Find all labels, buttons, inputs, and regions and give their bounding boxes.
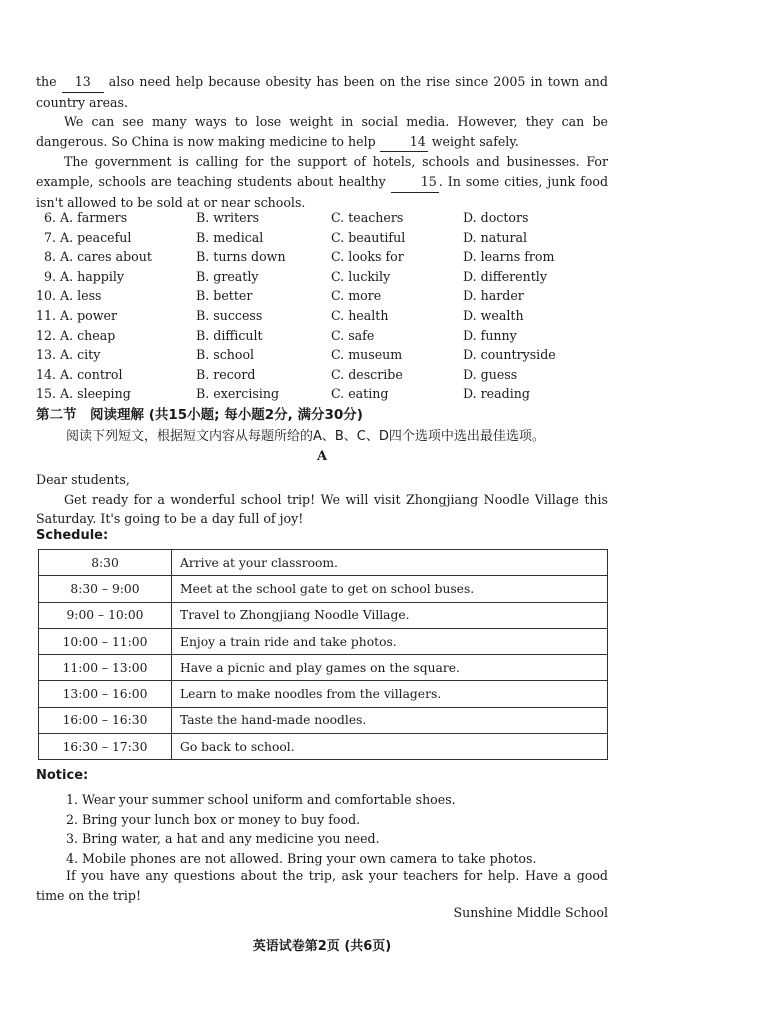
table-row [39, 628, 608, 654]
option-row: 12. A. cheap B. difficult C. safe D. funny [36, 327, 517, 343]
blank-14: 14 [380, 132, 428, 153]
schedule-activity: Taste the hand-made noodles. [172, 707, 608, 733]
schedule-table [38, 549, 608, 760]
schedule-time: 16:00 – 16:30 [39, 707, 172, 733]
passage-paragraph-1: the 13 also need help because obesity has been on the rise since 2005 in town and country areas. [36, 74, 608, 110]
option-row: 8. A. cares about B. turns down C. looks for D. learns from [43, 249, 555, 265]
schedule-time: 10:00 – 11:00 [39, 628, 172, 654]
blank-13: 13 [62, 72, 104, 93]
notice-list [66, 790, 536, 868]
table-row [39, 681, 608, 707]
section-title: 第二节 阅读理解 (共15小题; 每小题2分, 满分30分) [36, 407, 363, 423]
option-row: 10. A. less B. better C. more D. harder [36, 288, 524, 304]
table-row [39, 602, 608, 628]
schedule-label: Schedule: [36, 528, 109, 543]
option-row: 11. A. power B. success C. health D. wealth [36, 307, 524, 323]
option-row: 9. A. happily B. greatly C. luckily D. differently [43, 268, 547, 284]
part-heading: A [316, 449, 328, 464]
list-item: 2. Bring your lunch box or money to buy food. [66, 811, 361, 827]
page-footer: 英语试卷第2页 (共6页) [252, 939, 392, 954]
cloze-passage [36, 72, 608, 212]
table-row [39, 655, 608, 681]
schedule-time: 11:00 – 13:00 [39, 655, 172, 681]
table-row [39, 576, 608, 602]
list-item: 4. Mobile phones are not allowed. Bring your own camera to take photos. [66, 850, 537, 866]
schedule-activity: Go back to school. [172, 734, 608, 760]
schedule-activity: Have a picnic and play games on the square. [172, 655, 608, 681]
schedule-time: 16:30 – 17:30 [39, 734, 172, 760]
schedule-time: 9:00 – 10:00 [39, 602, 172, 628]
list-item: 3. Bring water, a hat and any medicine you need. [66, 831, 380, 847]
schedule-time: 8:30 [39, 550, 172, 576]
letter-signature: Sunshine Middle School [453, 905, 608, 920]
option-row: 6. A. farmers B. writers C. teachers D. doctors [43, 210, 529, 225]
table-row [39, 707, 608, 733]
option-row: 15. A. sleeping B. exercising C. eating D. reading [36, 386, 530, 402]
letter-body: Get ready for a wonderful school trip! We will visit Zhongjiang Noodle Village this Saturday. It's going to be a day full of joy! [36, 491, 608, 527]
schedule-activity: Arrive at your classroom. [172, 550, 608, 576]
notice-label: Notice: [36, 768, 89, 783]
schedule-activity: Meet at the school gate to get on school buses. [172, 576, 608, 602]
table-row [39, 734, 608, 760]
list-item: 1. Wear your summer school uniform and comfortable shoes. [66, 792, 456, 807]
option-row: 7. A. peaceful B. medical C. beautiful D. natural [43, 229, 528, 245]
option-row: 13. A. city B. school C. museum D. countryside [36, 347, 556, 363]
schedule-activity: Learn to make noodles from the villagers. [172, 681, 608, 707]
options-list [36, 208, 608, 404]
blank-15: 15 [391, 172, 439, 193]
passage-paragraph-3: The government is calling for the support of hotels, schools and businesses. For example, schools are teaching students about healthy 15 . In some cities, junk food isn't allowed to be sold at or near schools. [36, 154, 608, 210]
option-row: 14. A. control B. record C. describe D. guess [36, 366, 518, 382]
schedule-time: 8:30 – 9:00 [39, 576, 172, 602]
schedule-time: 13:00 – 16:00 [39, 681, 172, 707]
letter-greeting: Dear students, [36, 472, 130, 487]
schedule-activity: Enjoy a train ride and take photos. [172, 628, 608, 654]
passage-paragraph-2: We can see many ways to lose weight in social media. However, they can be dangerous. So China is now making medicine to help 14 weight safely. [36, 112, 608, 152]
letter-intro [36, 470, 608, 529]
schedule-activity: Travel to Zhongjiang Noodle Village. [172, 602, 608, 628]
table-row [39, 550, 608, 576]
letter-closing: If you have any questions about the trip, ask your teachers for help. Have a good time on the trip! [36, 868, 608, 903]
section-instruction: 阅读下列短文，根据短文内容从每题所给的A、B、C、D四个选项中选出最佳选项。 [66, 429, 545, 444]
